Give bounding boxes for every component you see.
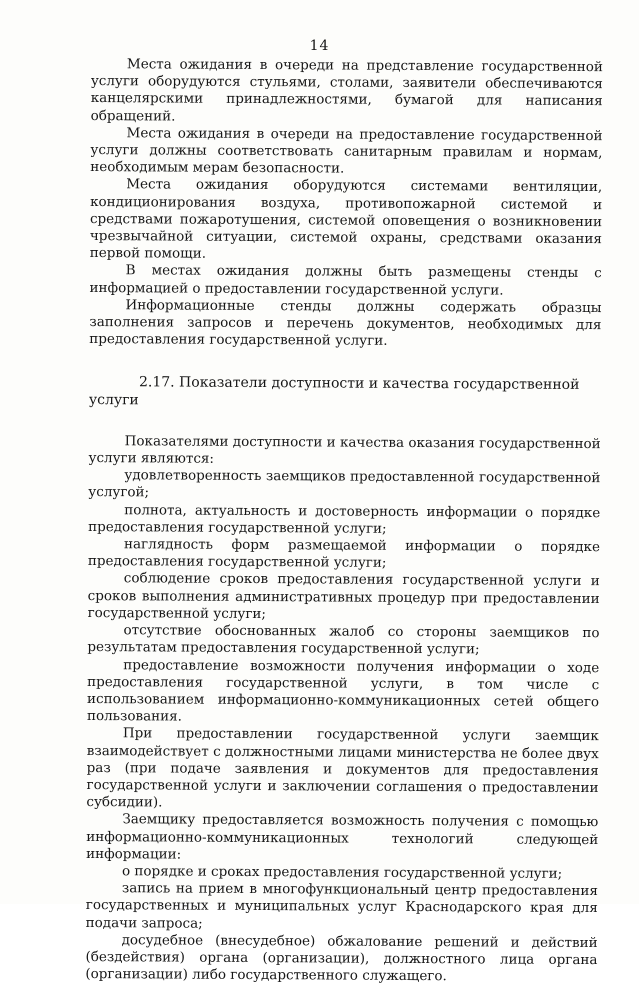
list-item-mfc-appointment: запись на прием в многофункциональный центр предоставления государственных и муниципальных услуг Краснодарского края для подачи запроса; xyxy=(85,880,598,932)
list-item-procedure: о порядке и сроках предоставления государственной услуги; xyxy=(121,863,563,882)
paragraph-waiting-sanitary: Места ожидания в очереди на предоставление государственной услуги должны соответствовать санитарным правилам и нормам, необходимым мерам безопасности. xyxy=(90,125,603,177)
document-body xyxy=(85,56,603,986)
paragraph-indicators-intro: Показателями доступности и качества оказания государственной услуги являются: xyxy=(88,433,601,467)
list-item-deadlines: соблюдение сроков предоставления государственной услуги и сроков выполнения административных процедур при предоставлении государственной услуги; xyxy=(87,570,600,622)
list-item-satisfaction: удовлетворенность заемщиков предоставленной государственной услугой; xyxy=(88,467,601,501)
paragraph-interaction: При предоставлении государственной услуги заемщик взаимодействует с должностными лицами министерства не более двух раз (при подаче заявления и документов для предоставления государственной услуги и заключении соглашения о предоставлении субсидии). xyxy=(86,725,599,811)
list-item-progress-info: предоставление возможности получения информации о ходе предоставления государственной услуги, в том числе с использованием информационно-коммуникационных сетей общего пользования. xyxy=(86,656,600,725)
paragraph-stand-contents: Информационные стенды должны содержать образцы заполнения запросов и перечень документов, необходимых для предоставления государственной услуги. xyxy=(89,297,602,350)
paragraph-waiting-systems: Места ожидания оборудуются системами вентиляции, кондиционирования воздуха, противопожарной системой и средствами пожаротушения, системой оповещения о возникновении чрезвычайной ситуации, системой охраны, средствами оказания первой помощи. xyxy=(89,176,603,262)
paragraph-ict-intro: Заемщику предоставляется возможность получения с помощью информационно-коммуникационных технологий следующей информации: xyxy=(86,811,599,863)
paragraph-info-stands: В местах ожидания должны быть размещены стенды с информацией о предоставлении государственной услуги. xyxy=(89,262,602,299)
paragraph-waiting-furniture: Места ожидания в очереди на представление государственной услуги оборудуются стульями, столами, заявители обеспечиваются канцелярскими принадлежностями, бумагой для написания обращений. xyxy=(90,56,603,125)
page-number: 14 xyxy=(309,38,330,54)
section-heading: 2.17. Показатели доступности и качества государственной услуги xyxy=(88,374,580,408)
list-item-completeness: полнота, актуальность и достоверность информации о порядке предоставления государственной услуги; xyxy=(88,501,601,537)
list-item-appeal: досудебное (внесудебное) обжалование решений и действий (бездействия) органа (организации), должностного лица органа (организации) либо государственного служащего. xyxy=(85,931,598,985)
list-item-no-complaints: отсутствие обоснованных жалоб со стороны заемщиков по результатам предоставления государственной услуги; xyxy=(87,622,600,658)
list-item-clarity: наглядность форм размещаемой информации о порядке предоставления государственной услуги; xyxy=(87,536,601,572)
